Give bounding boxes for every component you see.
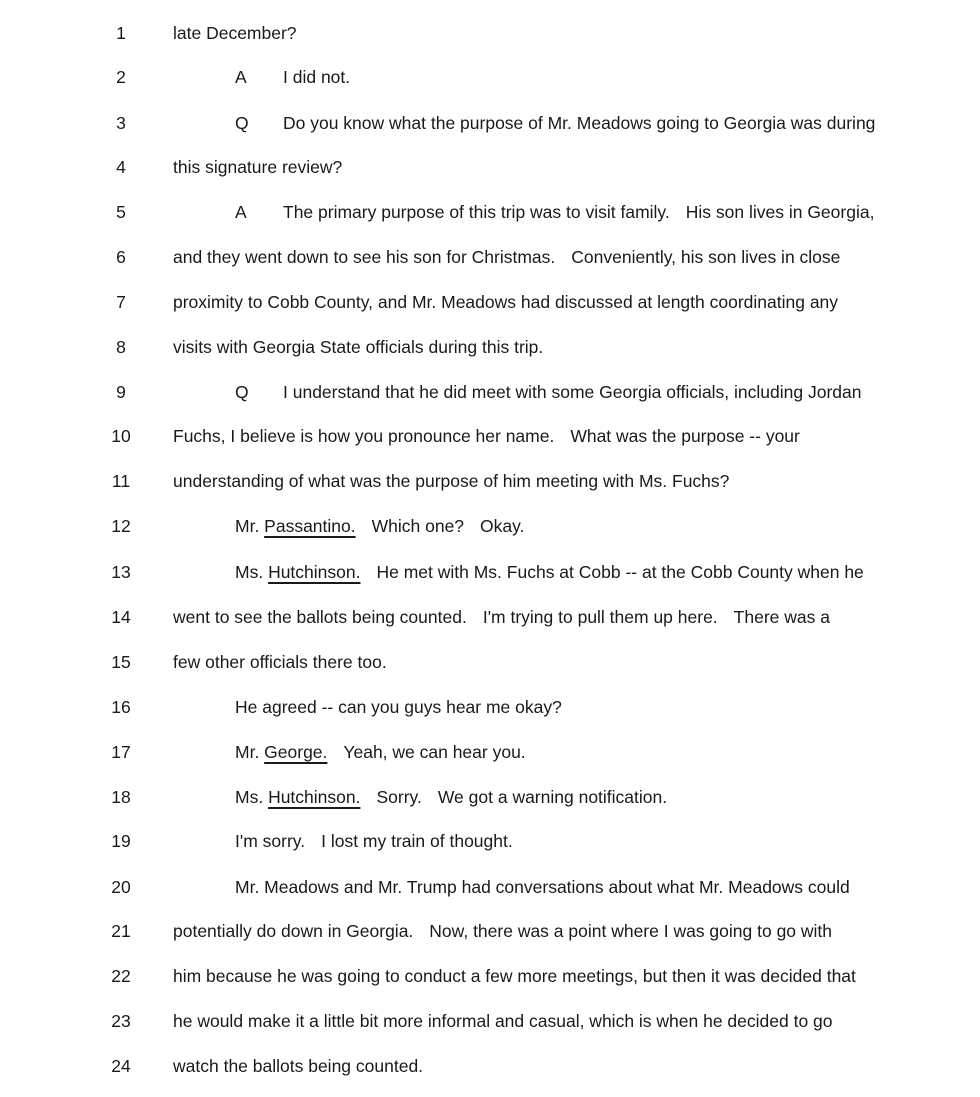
sentence: The primary purpose of this trip was to visit family.	[283, 202, 670, 222]
sentence: Now, there was a point where I was going to go with	[429, 921, 833, 941]
transcript-line	[0, 961, 980, 991]
sentence: Sorry.	[376, 787, 422, 807]
transcript-line	[0, 421, 980, 451]
sentence: There was a	[733, 607, 830, 627]
speaker-name: Passantino.	[264, 516, 356, 536]
line-text: he would make it a little bit more informal and casual, which is when he decided to go	[173, 1011, 833, 1031]
line-number: 20	[111, 877, 131, 897]
transcript-line	[0, 152, 980, 182]
line-text	[173, 602, 830, 632]
line-number: 12	[111, 516, 131, 536]
transcript-line	[0, 1006, 980, 1036]
transcript-line	[0, 197, 980, 227]
line-number: 14	[111, 607, 131, 627]
line-text	[235, 782, 667, 812]
line-number: 16	[111, 697, 131, 717]
transcript-line	[0, 511, 980, 541]
line-number: 9	[116, 382, 126, 402]
line-text: I did not.	[283, 67, 351, 87]
line-text	[173, 916, 832, 946]
line-text: watch the ballots being counted.	[173, 1056, 424, 1076]
line-number: 13	[111, 562, 131, 582]
sentence: and they went down to see his son for Christmas.	[173, 247, 556, 267]
sentence: Fuchs, I believe is how you pronounce her name.	[173, 426, 555, 446]
transcript-line	[0, 1051, 980, 1081]
line-text: visits with Georgia State officials during this trip.	[173, 337, 544, 357]
line-number: 15	[111, 652, 131, 672]
speaker-name: George.	[264, 742, 328, 762]
sentence: I lost my train of thought.	[321, 831, 513, 851]
line-number: 5	[116, 202, 126, 222]
sentence: potentially do down in Georgia.	[173, 921, 414, 941]
transcript-line	[0, 602, 980, 632]
transcript-line	[0, 62, 980, 92]
transcript-line	[0, 872, 980, 902]
speaker-title: Mr.	[235, 516, 265, 536]
transcript-line	[0, 466, 980, 496]
transcript-line	[0, 557, 980, 587]
line-number: 10	[111, 426, 131, 446]
line-text: understanding of what was the purpose of him meeting with Ms. Fuchs?	[173, 471, 730, 491]
sentence: Which one?	[371, 516, 465, 536]
transcript-line	[0, 782, 980, 812]
transcript-line	[0, 287, 980, 317]
line-number: 19	[111, 831, 131, 851]
line-text: He agreed -- can you guys hear me okay?	[235, 697, 562, 717]
line-text: few other officials there too.	[173, 652, 387, 672]
line-number: 4	[116, 157, 126, 177]
sentence: What was the purpose -- your	[570, 426, 800, 446]
sentence: His son lives in Georgia,	[685, 202, 875, 222]
line-number: 18	[111, 787, 131, 807]
sentence: Okay.	[480, 516, 525, 536]
sentence: Conveniently, his son lives in close	[571, 247, 841, 267]
line-text	[173, 421, 800, 451]
line-number: 2	[116, 67, 126, 87]
line-text	[235, 511, 524, 541]
line-text: Mr. Meadows and Mr. Trump had conversations about what Mr. Meadows could	[235, 877, 850, 897]
line-text	[173, 242, 840, 272]
line-number: 11	[111, 471, 131, 491]
line-number: 3	[116, 113, 126, 133]
line-text	[235, 826, 513, 856]
sentence: Yeah, we can hear you.	[343, 742, 526, 762]
sentence: He met with Ms. Fuchs at Cobb -- at the Cobb County when he	[376, 562, 864, 582]
line-text	[235, 557, 864, 587]
transcript-line	[0, 332, 980, 362]
speaker-title: Mr.	[235, 742, 265, 762]
question-label: Q	[235, 382, 249, 402]
speaker-title: Ms.	[235, 562, 269, 582]
sentence: We got a warning notification.	[437, 787, 668, 807]
transcript-line	[0, 737, 980, 767]
line-number: 1	[116, 23, 126, 43]
line-text: this signature review?	[173, 157, 343, 177]
line-text	[235, 737, 526, 767]
line-text: him because he was going to conduct a few more meetings, but then it was decided that	[173, 966, 856, 986]
speaker-name: Hutchinson.	[268, 787, 361, 807]
line-text: Do you know what the purpose of Mr. Meadows going to Georgia was during	[283, 113, 876, 133]
line-number: 8	[116, 337, 126, 357]
transcript-line	[0, 647, 980, 677]
transcript-line	[0, 18, 980, 48]
sentence: I'm sorry.	[235, 831, 306, 851]
line-number: 24	[111, 1056, 131, 1076]
line-number: 6	[116, 247, 126, 267]
transcript-line	[0, 377, 980, 407]
line-text: proximity to Cobb County, and Mr. Meadows had discussed at length coordinating any	[173, 292, 839, 312]
transcript-line	[0, 242, 980, 272]
answer-label: A	[235, 202, 247, 222]
sentence: went to see the ballots being counted.	[173, 607, 467, 627]
question-label: Q	[235, 113, 249, 133]
speaker-name: Hutchinson.	[268, 562, 361, 582]
transcript-line	[0, 692, 980, 722]
line-text: I understand that he did meet with some Georgia officials, including Jordan	[283, 382, 862, 402]
line-number: 7	[116, 292, 126, 312]
line-number: 17	[111, 742, 131, 762]
answer-label: A	[235, 67, 247, 87]
line-number: 22	[111, 966, 131, 986]
transcript-line	[0, 916, 980, 946]
transcript-line	[0, 108, 980, 138]
speaker-title: Ms.	[235, 787, 269, 807]
line-text	[283, 197, 874, 227]
line-number: 23	[111, 1011, 131, 1031]
transcript-line	[0, 826, 980, 856]
sentence: I'm trying to pull them up here.	[482, 607, 718, 627]
line-number: 21	[111, 921, 131, 941]
line-text: late December?	[173, 23, 297, 43]
